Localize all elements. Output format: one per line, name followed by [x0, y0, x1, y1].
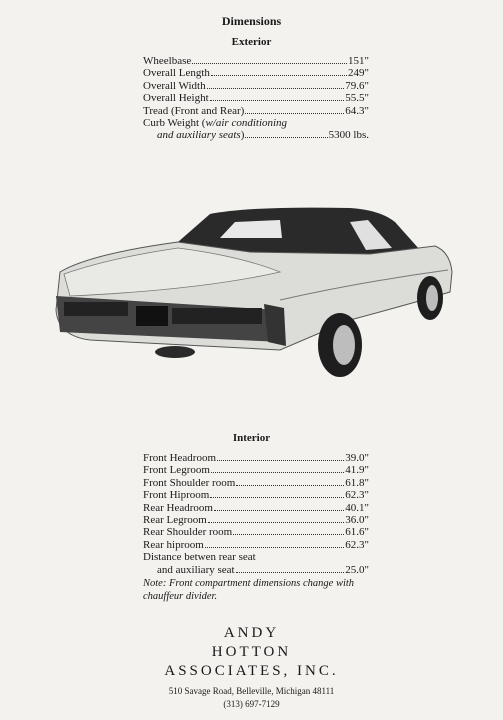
- spec-label: and auxiliary seat: [157, 563, 235, 576]
- dot-leader: [210, 489, 344, 498]
- spec-value: 249": [348, 67, 369, 80]
- spec-label: Front Headroom: [143, 452, 217, 464]
- curb-weight-label: Curb Weight (: [143, 117, 206, 130]
- exterior-heading: Exterior: [231, 36, 272, 48]
- spec-value: 55.5": [345, 92, 369, 105]
- spec-row: [143, 489, 369, 501]
- dot-leader: [217, 452, 344, 461]
- spec-value: 40.1": [345, 501, 369, 514]
- spec-label: Tread (Front and Rear): [143, 104, 245, 117]
- spec-label: Wheelbase: [143, 55, 192, 67]
- spec-value: 41.9": [345, 464, 369, 477]
- exterior-spec-table: [143, 55, 369, 142]
- curb-weight-qualifier-2: and auxiliary seats: [157, 129, 241, 142]
- spec-label: Distance betwen rear seat: [143, 551, 256, 564]
- spec-label: Rear hiproom: [143, 538, 204, 551]
- spec-label: Overall Height: [143, 92, 209, 105]
- spec-row: [143, 55, 369, 67]
- spec-label: [143, 117, 287, 129]
- note-text: Note: Front compartment dimensions change with chauffeur divider.: [143, 578, 355, 602]
- dot-leader: [208, 514, 344, 523]
- spec-row: [143, 539, 369, 551]
- dot-leader: [233, 526, 344, 535]
- spec-row-curb-weight-line1: [143, 117, 369, 129]
- company-address: 510 Savage Road, Belleville, Michigan 48111: [168, 686, 335, 696]
- spec-label: Overall Length: [143, 67, 210, 80]
- spec-label: Rear Headroom: [143, 501, 213, 514]
- dot-leader: [211, 67, 347, 76]
- spec-row: [143, 502, 369, 514]
- spec-label: Front Shoulder room: [143, 476, 236, 489]
- spec-value: 61.8": [345, 476, 369, 489]
- company-name-line2: HOTTON: [211, 644, 292, 660]
- dot-leader: [205, 539, 344, 548]
- spec-value: 25.0": [345, 563, 369, 576]
- dot-leader: [236, 564, 345, 573]
- interior-spec-table: [143, 452, 369, 576]
- spec-row: [143, 514, 369, 526]
- spec-value: 39.0": [345, 452, 369, 464]
- dot-leader: [207, 80, 345, 89]
- dot-leader: [210, 92, 345, 101]
- spec-label: Front Hiproom: [143, 489, 210, 502]
- spec-value: 64.3": [345, 104, 369, 117]
- spec-value: 62.3": [345, 538, 369, 551]
- dot-leader: [214, 502, 344, 511]
- spec-row: [143, 92, 369, 104]
- company-name-line1: ANDY: [223, 625, 280, 641]
- spec-label: Rear Legroom: [143, 514, 207, 527]
- spec-label: Overall Width: [143, 79, 206, 92]
- spec-value: 62.3": [345, 489, 369, 502]
- spec-row-curb-weight-line2: [143, 129, 369, 141]
- spec-row: [143, 464, 369, 476]
- spec-row: [143, 526, 369, 538]
- dot-leader: [236, 477, 344, 486]
- dot-leader: [211, 464, 344, 473]
- interior-heading: Interior: [232, 432, 271, 444]
- car-illustration: [50, 200, 460, 385]
- spec-value: 36.0": [345, 514, 369, 527]
- curb-weight-qualifier: w/air conditioning: [205, 117, 288, 130]
- spec-label: Front Legroom: [143, 464, 210, 477]
- spec-value: 151": [348, 55, 369, 67]
- spec-row: [143, 105, 369, 117]
- curb-weight-paren: ): [240, 129, 245, 142]
- spec-value: 61.6": [345, 526, 369, 539]
- spec-row: [143, 80, 369, 92]
- spec-row: [143, 452, 369, 464]
- spec-row-distance-line2: [143, 564, 369, 576]
- page-title: Dimensions: [221, 14, 282, 28]
- spec-row-distance-line1: [143, 551, 369, 563]
- company-name-line3: ASSOCIATES, INC.: [164, 663, 339, 679]
- dot-leader: [245, 105, 344, 114]
- spec-value: 79.6": [345, 79, 369, 92]
- spec-label: Rear Shoulder room: [143, 526, 233, 539]
- spec-label: [157, 129, 244, 141]
- dot-leader: [245, 129, 327, 138]
- company-phone: (313) 697-7129: [223, 699, 280, 709]
- spec-row: [143, 477, 369, 489]
- spec-row: [143, 67, 369, 79]
- spec-value: 5300 lbs.: [328, 129, 369, 142]
- dot-leader: [192, 55, 347, 64]
